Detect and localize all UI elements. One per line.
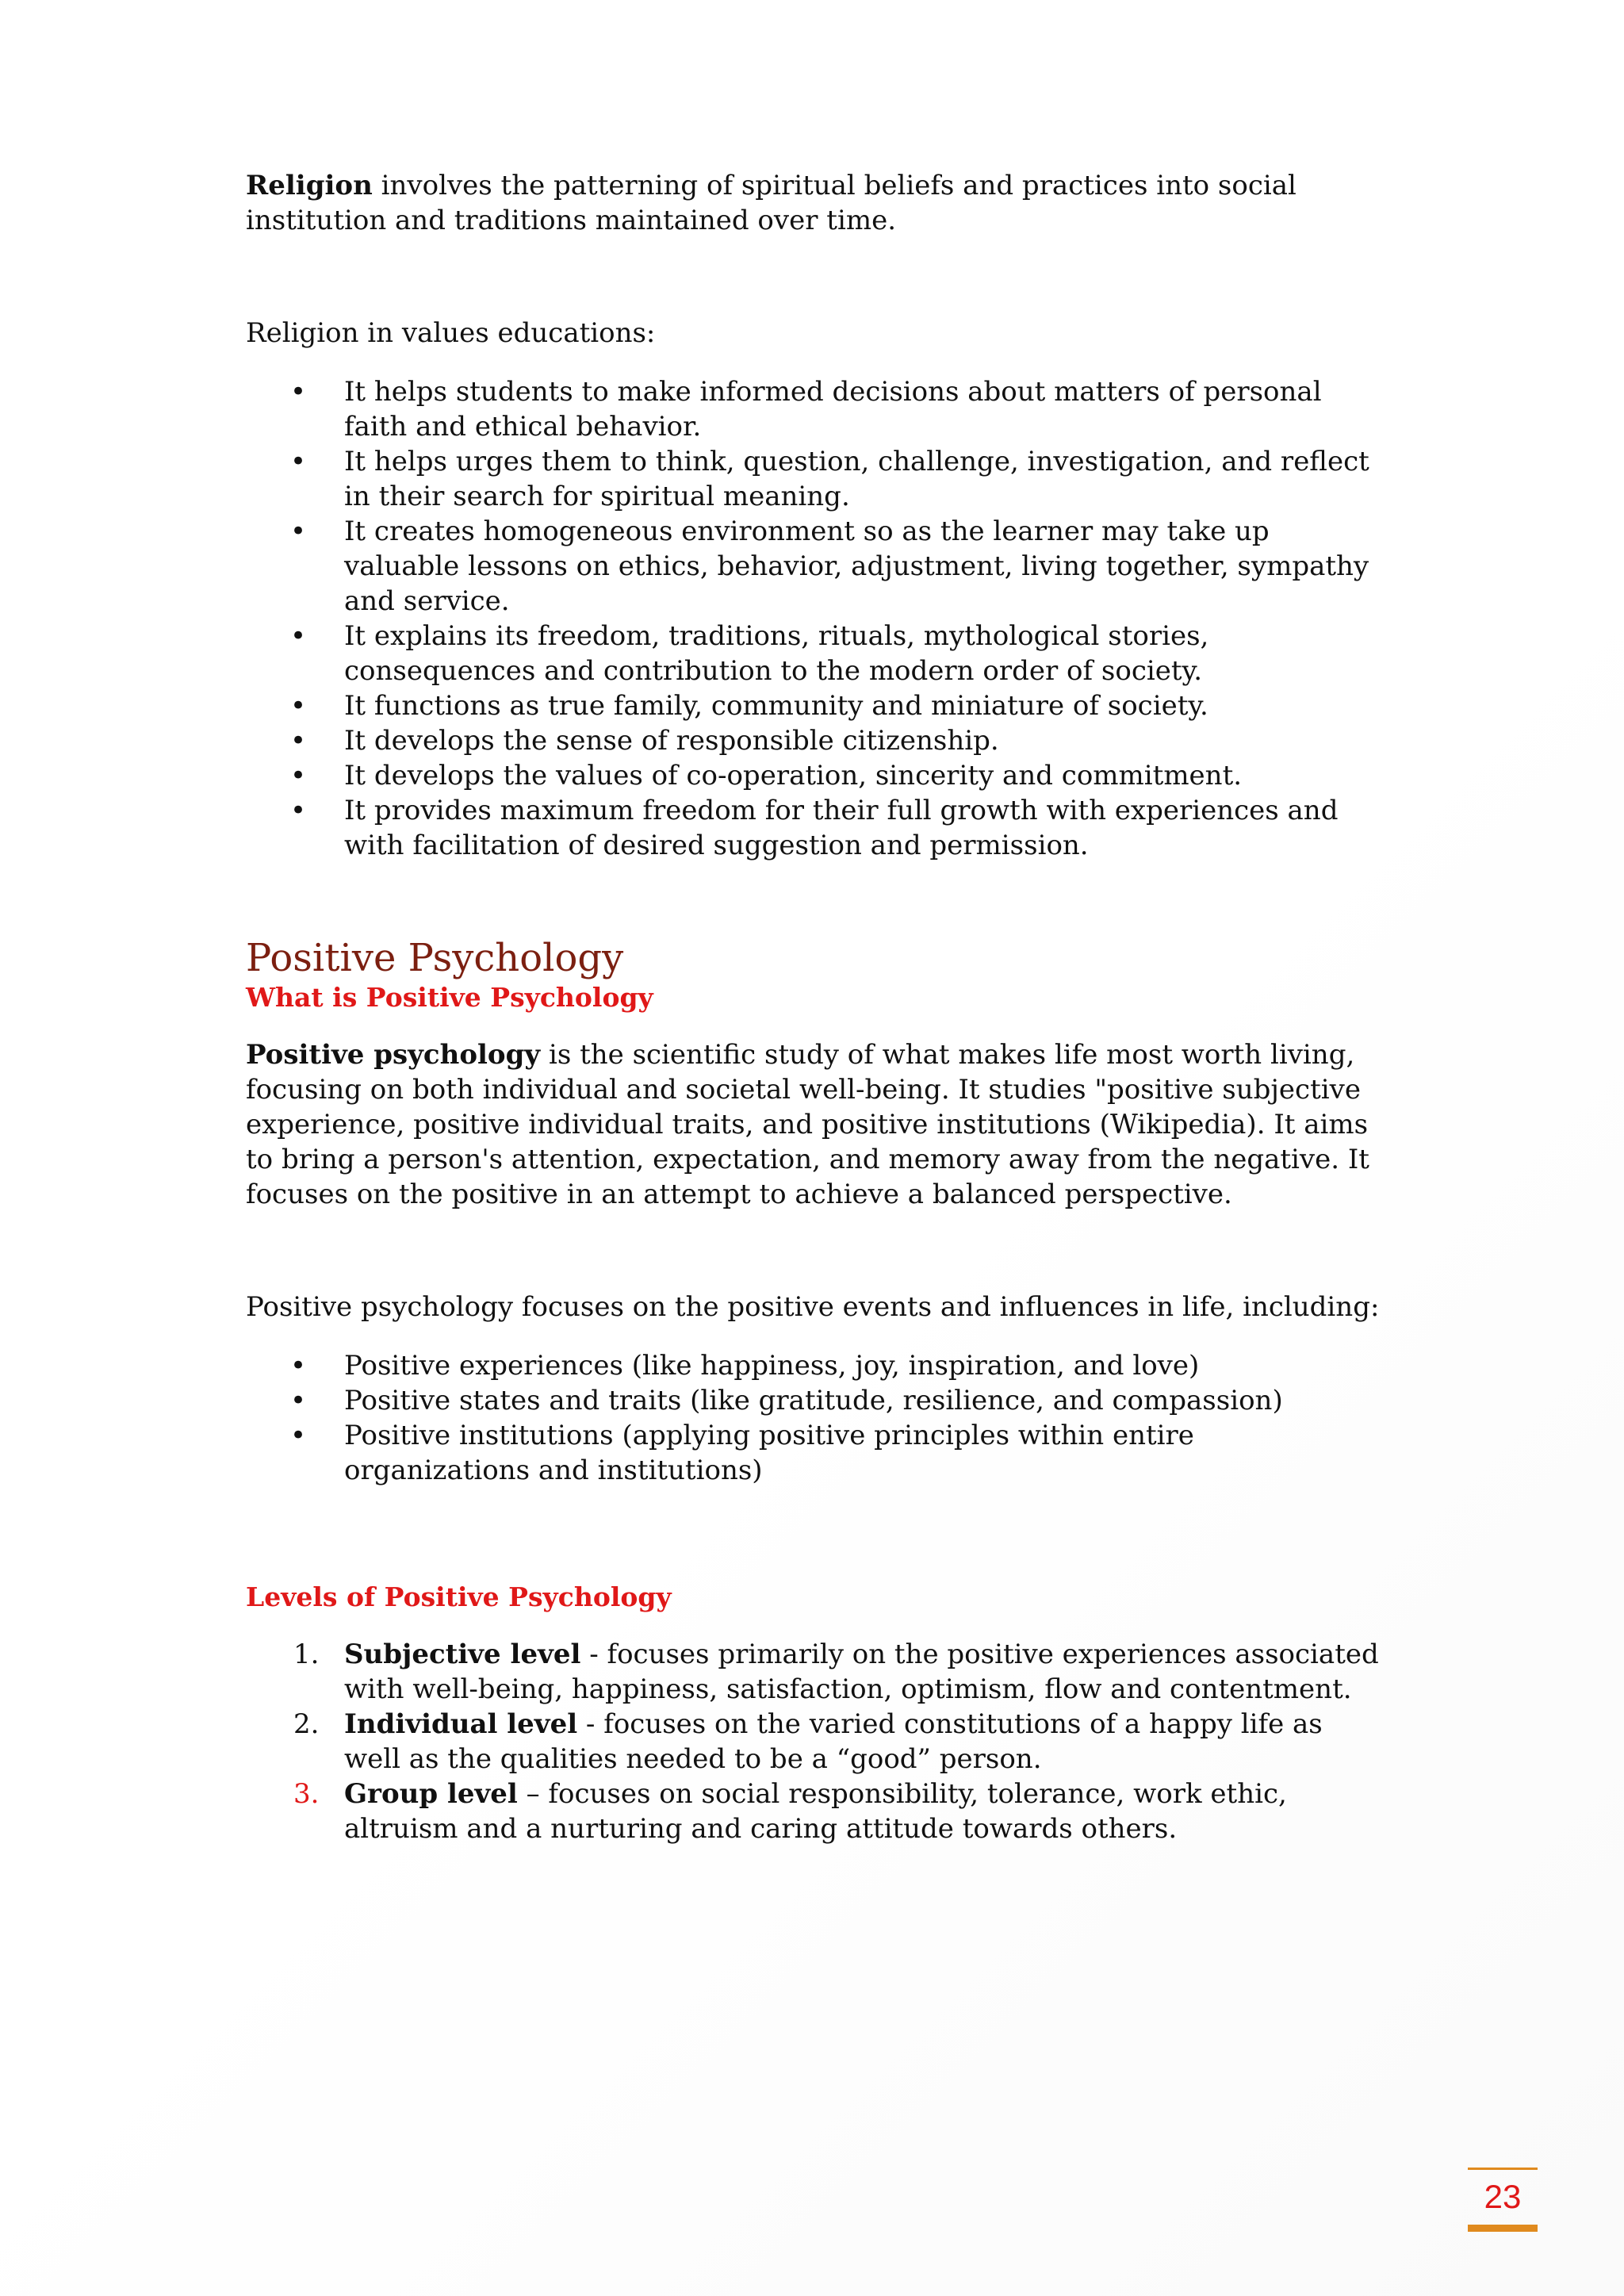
list-item xyxy=(246,1707,1380,1777)
list-item: • It provides maximum freedom for their full growth with experiences and with facilitation of desired suggestion and permission. xyxy=(246,793,1380,863)
religion-definition xyxy=(246,168,1380,238)
subsection-title: What is Positive Psychology xyxy=(246,982,653,1013)
positive-psychology-focus-intro: Positive psychology focuses on the positive events and influences in life, including: xyxy=(246,1291,1380,1323)
level-term: Subjective level xyxy=(344,1639,581,1670)
positive-psychology-definition xyxy=(246,1037,1380,1212)
list-item xyxy=(246,1637,1380,1707)
level-term: Group level xyxy=(344,1778,518,1810)
religion-definition-text: involves the patterning of spiritual beliefs and practices into social institution and traditions maintained over time. xyxy=(246,170,1297,236)
list-item xyxy=(246,1777,1380,1846)
level-text: - focuses primarily on the positive experiences associated with well-being, happiness, satisfaction, optimism, flow and contentment. xyxy=(344,1639,1379,1705)
positive-psychology-term: Positive psychology xyxy=(246,1039,541,1071)
list-item: • It helps urges them to think, question, challenge, investigation, and reflect in their search for spiritual meaning. xyxy=(246,444,1380,514)
list-item: • It develops the sense of responsible citizenship. xyxy=(246,723,1380,758)
list-item: • Positive institutions (applying positive principles within entire organizations and institutions) xyxy=(246,1418,1380,1488)
list-number: 2. xyxy=(293,1708,320,1740)
list-item: • It creates homogeneous environment so as the learner may take up valuable lessons on ethics, behavior, adjustment, living together, sympathy and service. xyxy=(246,514,1380,619)
list-number: 1. xyxy=(293,1639,320,1670)
level-text: – focuses on social responsibility, tolerance, work ethic, altruism and a nurturing and caring attitude towards others. xyxy=(344,1778,1287,1845)
list-item: • It functions as true family, community and miniature of society. xyxy=(246,688,1380,723)
list-item: • Positive states and traits (like gratitude, resilience, and compassion) xyxy=(246,1383,1380,1418)
page-number-top-rule xyxy=(1468,2168,1538,2170)
levels-title: Levels of Positive Psychology xyxy=(246,1581,672,1612)
religion-values-list xyxy=(246,374,1380,863)
list-number: 3. xyxy=(293,1778,320,1810)
list-item: • It helps students to make informed decisions about matters of personal faith and ethical behavior. xyxy=(246,374,1380,444)
level-term: Individual level xyxy=(344,1708,578,1740)
levels-list xyxy=(246,1637,1380,1846)
page-number-bottom-rule xyxy=(1468,2225,1538,2232)
list-item: • Positive experiences (like happiness, joy, inspiration, and love) xyxy=(246,1348,1380,1383)
page-content xyxy=(246,168,1380,1846)
list-item: • It explains its freedom, traditions, rituals, mythological stories, consequences and contribution to the modern order of society. xyxy=(246,619,1380,688)
religion-values-intro: Religion in values educations: xyxy=(246,317,656,349)
positive-psychology-focus-list xyxy=(246,1348,1380,1488)
religion-term: Religion xyxy=(246,170,373,201)
section-title: Positive Psychology xyxy=(246,936,624,980)
list-item: • It develops the values of co-operation, sincerity and commitment. xyxy=(246,758,1380,793)
page-number-box xyxy=(1468,2168,1538,2231)
page-number: 23 xyxy=(1484,2178,1522,2215)
level-text: - focuses on the varied constitutions of a happy life as well as the qualities needed to be a “good” person. xyxy=(344,1708,1323,1775)
positive-psychology-definition-text: is the scientific study of what makes life most worth living, focusing on both individual and societal well-being. It studies "positive subjective experience, positive individual traits, and positive institutions (Wikipedia). It aims to bring a person's attention, expectation, and memory away from the negative. It focuses on the positive in an attempt to achieve a balanced perspective. xyxy=(246,1039,1369,1210)
